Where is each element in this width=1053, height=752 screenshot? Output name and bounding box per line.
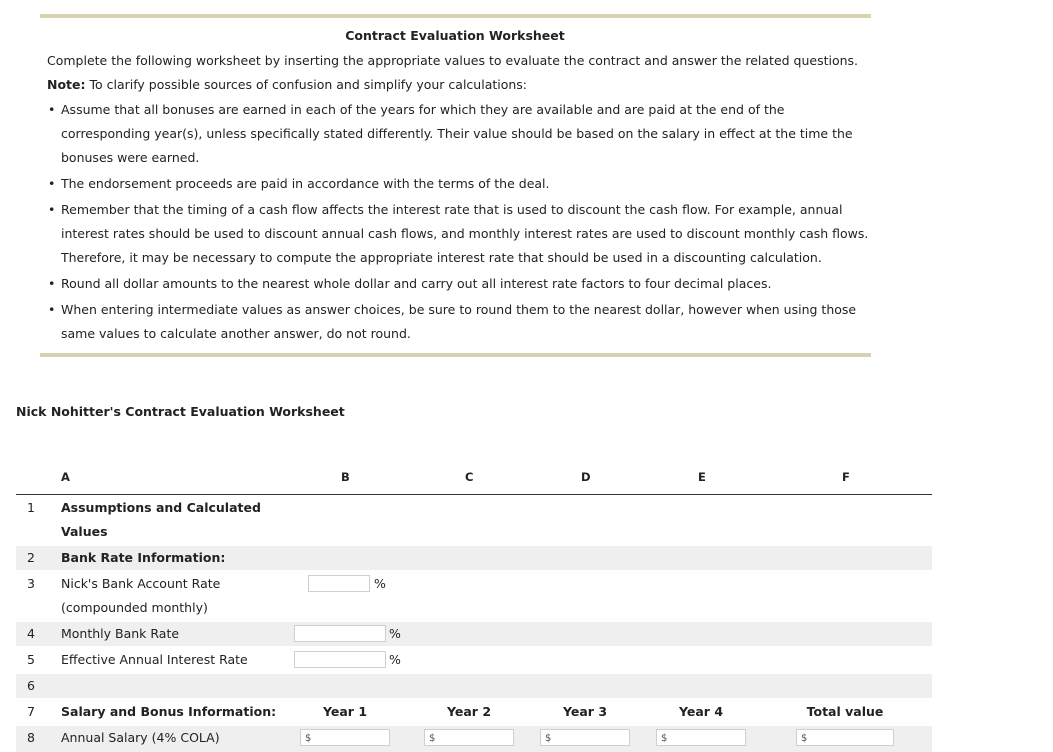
note-body: To clarify possible sources of confusion and simplify your calculations:: [85, 77, 528, 92]
row-number: 2: [27, 550, 35, 565]
dollar-sign: $: [305, 733, 312, 744]
salary-year-2-input[interactable]: [424, 729, 514, 746]
monthly-bank-rate-input[interactable]: [294, 625, 386, 642]
row-number: 5: [27, 652, 35, 667]
salary-year-1-input[interactable]: [300, 729, 390, 746]
column-header-d: D: [581, 470, 591, 484]
row-number: 3: [27, 576, 35, 591]
percent-unit: %: [389, 652, 401, 667]
row-label: Assumptions and Calculated Values: [61, 500, 261, 539]
dollar-sign: $: [429, 733, 436, 744]
row-label: Nick's Bank Account Rate (compounded monthly): [61, 576, 221, 615]
row-number: 6: [27, 678, 35, 693]
table-row: [16, 496, 932, 544]
year-3-header: Year 3: [562, 704, 608, 719]
row-number: 7: [27, 704, 35, 719]
salary-total-input[interactable]: [796, 729, 894, 746]
table-row: [16, 700, 932, 724]
percent-unit: %: [374, 576, 386, 591]
table-row: [16, 622, 932, 646]
list-item: • Remember that the timing of a cash flow affects the interest rate that is used to discount the cash flow. For example, annual interest rates should be used to discount annual cash flows, and monthly interest rates are used to discount monthly cash flows. Therefore, it may be necessary to compute the appropriate interest rate that should be used in a discounting calculation.: [47, 198, 877, 270]
year-4-header: Year 4: [678, 704, 724, 719]
page-title: Contract Evaluation Worksheet: [345, 28, 565, 43]
salary-year-3-input[interactable]: [540, 729, 630, 746]
percent-unit: %: [389, 626, 401, 641]
top-divider: [40, 14, 871, 18]
intro-text: Complete the following worksheet by inserting the appropriate values to evaluate the contract and answer the related questions.: [47, 53, 859, 68]
effective-annual-rate-input[interactable]: [294, 651, 386, 668]
list-item: • The endorsement proceeds are paid in accordance with the terms of the deal.: [47, 172, 877, 196]
table-row: [16, 674, 932, 698]
salary-year-4-input[interactable]: [656, 729, 746, 746]
bank-account-rate-input[interactable]: [308, 575, 370, 592]
row-label: Annual Salary (4% COLA): [61, 730, 220, 745]
header-divider: [16, 494, 932, 495]
column-header-c: C: [465, 470, 474, 484]
row-number: 4: [27, 626, 35, 641]
column-header-b: B: [341, 470, 350, 484]
row-label: Salary and Bonus Information:: [61, 704, 277, 719]
table-row: [16, 572, 932, 620]
row-label: Monthly Bank Rate: [61, 626, 180, 641]
table-row: [16, 546, 932, 570]
row-label: Effective Annual Interest Rate: [61, 652, 248, 667]
row-number: 1: [27, 500, 35, 515]
dollar-sign: $: [545, 733, 552, 744]
list-item: • Assume that all bonuses are earned in each of the years for which they are available and are paid at the end of the corresponding year(s), unless specifically stated differently. Their value should be based on the salary in effect at the time the bonuses were earned.: [47, 98, 877, 170]
table-row: [16, 648, 932, 672]
list-item: • Round all dollar amounts to the nearest whole dollar and carry out all interest rate factors to four decimal places.: [47, 272, 877, 296]
worksheet-title: Nick Nohitter's Contract Evaluation Worksheet: [16, 404, 345, 419]
table-row: [16, 726, 932, 752]
total-value-header: Total value: [806, 704, 884, 719]
column-header-a: A: [61, 470, 70, 484]
instruction-list: [47, 98, 877, 348]
year-2-header: Year 2: [446, 704, 492, 719]
column-header-e: E: [698, 470, 706, 484]
column-header-f: F: [842, 470, 850, 484]
dollar-sign: $: [801, 733, 808, 744]
row-label: Bank Rate Information:: [61, 550, 226, 565]
note-text: [47, 73, 877, 97]
list-item: • When entering intermediate values as answer choices, be sure to round them to the nearest dollar, however when using those same values to calculate another answer, do not round.: [47, 298, 877, 346]
year-1-header: Year 1: [322, 704, 368, 719]
bottom-divider: [40, 353, 871, 357]
row-number: 8: [27, 730, 35, 745]
note-label: Note:: [47, 77, 86, 92]
dollar-sign: $: [661, 733, 668, 744]
